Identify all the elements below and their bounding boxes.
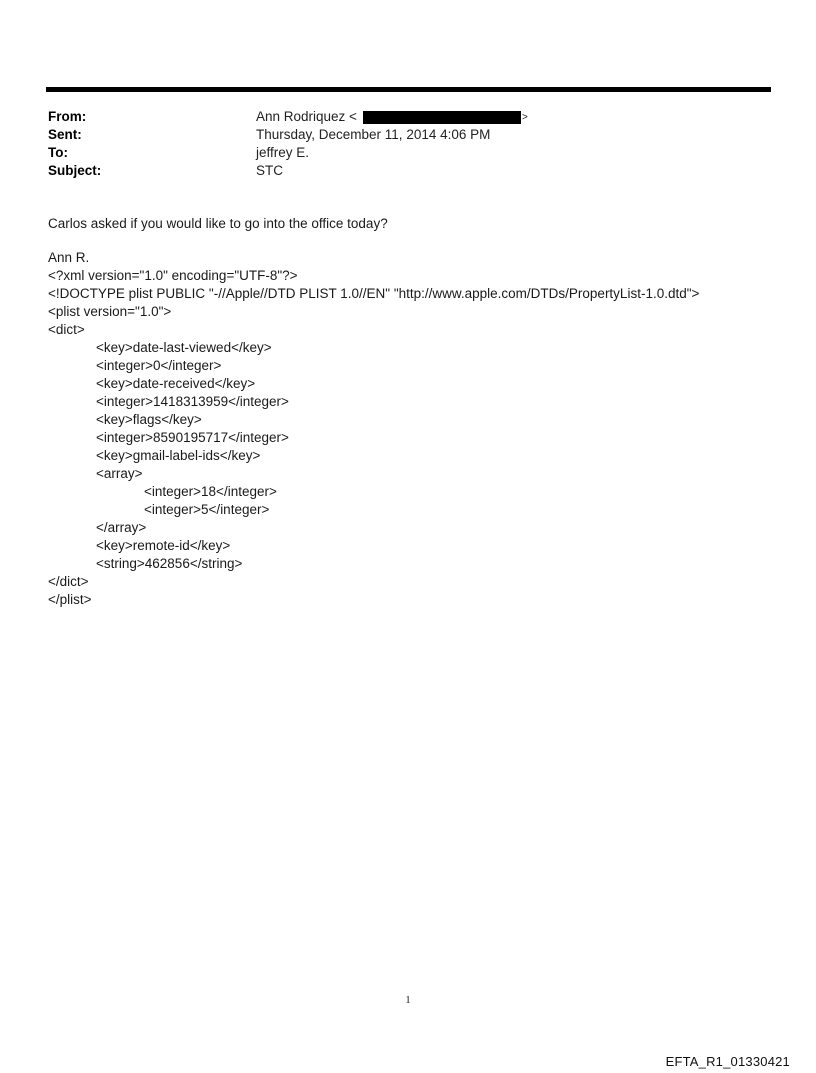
plist-line: <integer>1418313959</integer> xyxy=(96,394,289,409)
plist-line: <string>462856</string> xyxy=(96,556,243,571)
plist-line: <dict> xyxy=(48,322,85,337)
from-email-close: > xyxy=(521,111,528,123)
to-label: To: xyxy=(48,145,68,160)
redaction-box xyxy=(363,111,521,124)
plist-line: <key>gmail-label-ids</key> xyxy=(96,448,261,463)
email-body xyxy=(48,215,778,609)
plist-line: <integer>18</integer> xyxy=(144,484,277,499)
plist-line: <key>remote-id</key> xyxy=(96,538,231,553)
plist-line: <integer>0</integer> xyxy=(96,358,222,373)
to-value: jeffrey E. xyxy=(256,145,310,160)
from-name: Ann Rodriquez < xyxy=(256,109,357,124)
bates-number: EFTA_R1_01330421 xyxy=(665,1054,790,1069)
body-spacer xyxy=(48,233,778,249)
from-row xyxy=(48,108,748,126)
plist-line: <key>date-last-viewed</key> xyxy=(96,340,272,355)
subject-row xyxy=(48,162,748,180)
signature: Ann R. xyxy=(48,250,90,265)
plist-line: </plist> xyxy=(48,592,92,607)
from-label: From: xyxy=(48,109,87,124)
sent-value: Thursday, December 11, 2014 4:06 PM xyxy=(256,127,491,142)
plist-line: </dict> xyxy=(48,574,89,589)
to-row xyxy=(48,144,748,162)
header-divider xyxy=(46,87,771,92)
plist-line: <array> xyxy=(96,466,143,481)
plist-line: <integer>8590195717</integer> xyxy=(96,430,289,445)
subject-value: STC xyxy=(256,163,283,178)
sent-row xyxy=(48,126,748,144)
from-value xyxy=(256,108,748,126)
plist-line: <!DOCTYPE plist PUBLIC "-//Apple//DTD PLIST 1.0//EN" "http://www.apple.com/DTDs/PropertyList-1.0.dtd"> xyxy=(48,286,700,301)
body-message: Carlos asked if you would like to go into the office today? xyxy=(48,216,388,231)
plist-line: <?xml version="1.0" encoding="UTF-8"?> xyxy=(48,268,298,283)
subject-label: Subject: xyxy=(48,163,102,178)
plist-line: </array> xyxy=(96,520,147,535)
plist-line: <plist version="1.0"> xyxy=(48,304,172,319)
email-header xyxy=(48,108,748,180)
plist-line: <integer>5</integer> xyxy=(144,502,270,517)
sent-label: Sent: xyxy=(48,127,82,142)
plist-line: <key>flags</key> xyxy=(96,412,202,427)
page-number: 1 xyxy=(405,994,411,1006)
plist-line: <key>date-received</key> xyxy=(96,376,256,391)
